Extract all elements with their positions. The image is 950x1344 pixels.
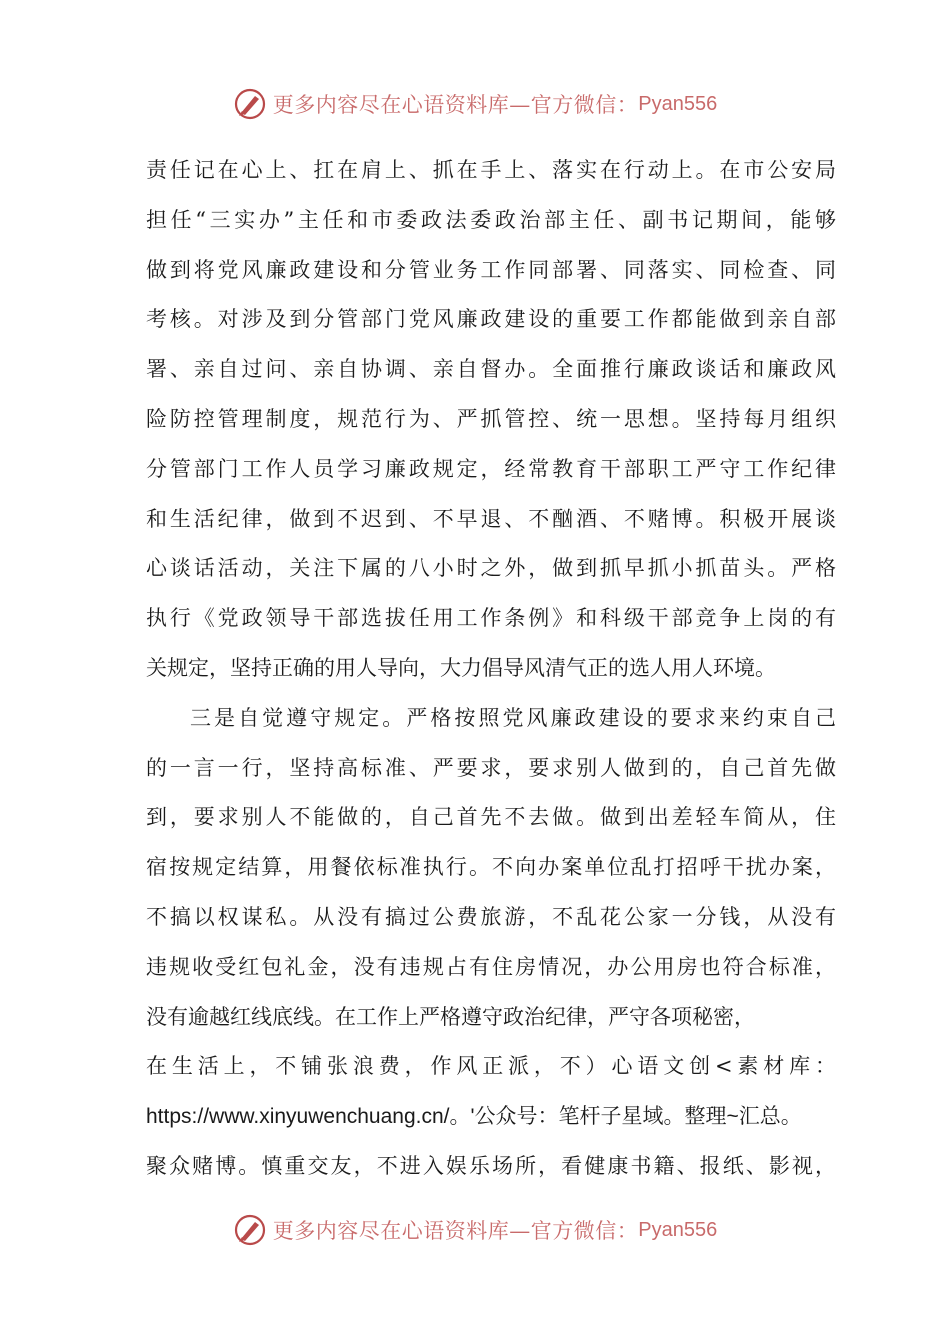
banner-text: 更多内容尽在心语资料库—官方微信： (272, 93, 639, 117)
text-line: 险防控管理制度，规范行为、严抓管控、统一思想。坚持每月组织 (146, 406, 836, 431)
text-line: 署、亲自过问、亲自协调、亲自督办。全面推行廉政谈话和廉政风 (146, 357, 836, 382)
text-line: 在生活上，不铺张浪费，作风正派，不）心语文创<素材库： (146, 1054, 836, 1079)
text-line: 执行《党政领导干部选拔任用工作条例》和科级干部竞争上岗的有 (146, 606, 836, 631)
text-line: 担任“三实办”主任和市委政法委政治部主任、副书记期间，能够 (146, 207, 836, 232)
text-line-url: https://www.xinyuwenchuang.cn/。'公众号：笔杆子星域。整理~汇总。 (146, 1105, 802, 1129)
text-line: 做到将党风廉政建设和分管业务工作同部署、同落实、同检查、同 (146, 257, 836, 282)
banner-wechat-id: Pyan556 (638, 92, 718, 115)
document-body (146, 146, 836, 1192)
text-line: 分管部门工作人员学习廉政规定，经常教育干部职工严守工作纪律 (146, 456, 836, 481)
text-line: 不搞以权谋私。从没有搞过公费旅游，不乱花公家一分钱，从没有 (146, 904, 836, 929)
text-line: 考核。对涉及到分管部门党风廉政建设的重要工作都能做到亲自部 (146, 307, 836, 332)
pen-logo-icon (233, 1213, 267, 1247)
text-line: 三是自觉遵守规定。严格按照党风廉政建设的要求来约束自己 (190, 705, 836, 730)
text-line: 宿按规定结算，用餐依标准执行。不向办案单位乱打招呼干扰办案， (146, 855, 836, 880)
text-line: 关规定，坚持正确的用人导向，大力倡导风清气正的选人用人环境。 (146, 655, 776, 680)
text-line: 和生活纪律，做到不迟到、不早退、不酗酒、不赌博。积极开展谈 (146, 506, 836, 531)
text-line: 的一言一行，坚持高标准、严要求，要求别人做到的，自己首先做 (146, 755, 836, 780)
text-line: 心谈话活动，关注下属的八小时之外，做到抓早抓小抓苗头。严格 (146, 556, 836, 581)
pen-logo-icon (233, 87, 267, 121)
text-line: 违规收受红包礼金，没有违规占有住房情况，办公用房也符合标准， (146, 954, 836, 979)
text-line: 到，要求别人不能做的，自己首先不去做。做到出差轻车简从，住 (146, 805, 836, 830)
text-line: 责任记在心上、扛在肩上、抓在手上、落实在行动上。在市公安局 (146, 158, 836, 182)
banner-wechat-id: Pyan556 (638, 1218, 718, 1241)
footer-banner (0, 1210, 950, 1250)
text-line: 聚众赌博。慎重交友，不进入娱乐场所，看健康书籍、报纸、影视， (146, 1153, 836, 1178)
text-line: 没有逾越红线底线。在工作上严格遵守政治纪律，严守各项秘密， (146, 1004, 755, 1029)
header-banner (0, 84, 950, 124)
banner-text: 更多内容尽在心语资料库—官方微信： (272, 1219, 639, 1243)
